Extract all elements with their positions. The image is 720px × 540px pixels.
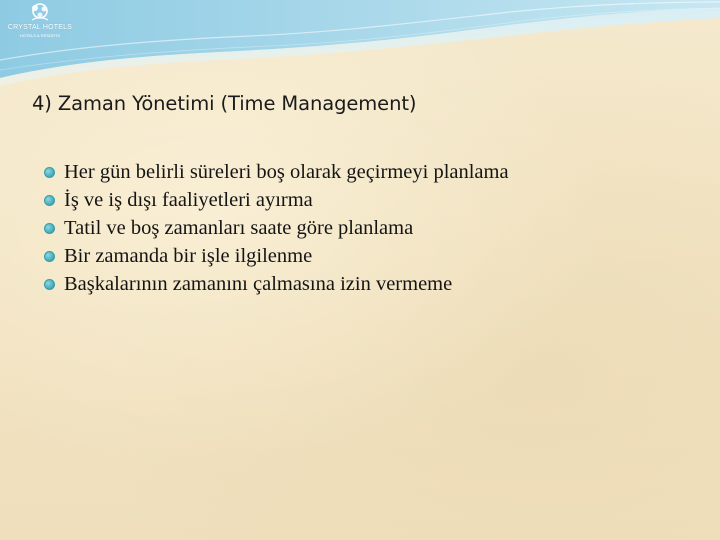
bullet-text: Bir zamanda bir işle ilgilenme [64, 245, 313, 267]
bullet-dot-icon [44, 279, 55, 290]
bullet-dot-icon [44, 167, 55, 178]
company-logo [2, 2, 78, 42]
bullet-text: İş ve iş dışı faaliyetleri ayırma [64, 189, 313, 211]
bullet-text: Tatil ve boş zamanları saate göre planlama [64, 217, 414, 239]
bullet-text: Başkalarının zamanını çalmasına izin vermeme [64, 273, 453, 295]
bullet-dot-icon [44, 251, 55, 262]
logo-name: CRYSTAL HOTELS [7, 24, 73, 31]
logo-tagline: HOTELS & RESORTS [19, 33, 61, 38]
bullet-text: Her gün belirli süreleri boş olarak geçirmeyi planlama [64, 161, 509, 183]
bullet-dot-icon [44, 195, 55, 206]
bullet-dot-icon [44, 223, 55, 234]
slide-title: 4) Zaman Yönetimi (Time Management) [32, 92, 417, 115]
crystal-logo-icon [28, 2, 52, 24]
top-wave-decoration [0, 0, 720, 90]
